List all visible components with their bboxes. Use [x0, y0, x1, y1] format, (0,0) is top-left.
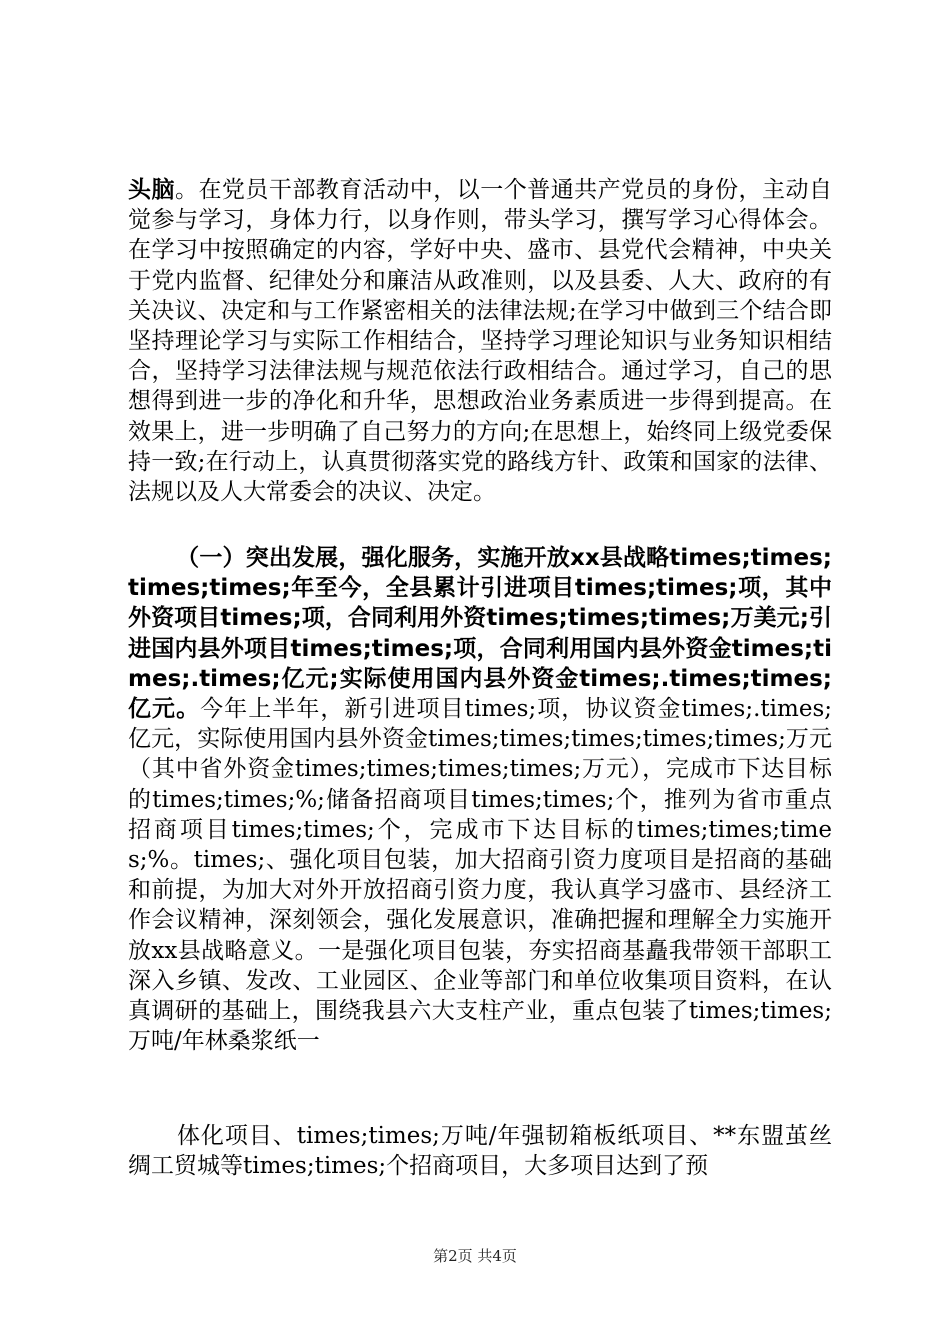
paragraph-2-heading: （一）突出发展，强化服务，实施开放xx县战略times;times;times;times;年至今，全县累计引进项目times;times;项，其中外资项目times;项，合同利用外资times;times;times;万美元;引进国内县外项目times;times;项，合同利用国内县外资金times;times;.times;亿元;实际使用国内县外资金times;.times;times;亿元。	[128, 545, 832, 723]
paragraph-2-body: 今年上半年，新引进项目times;项，协议资金times;.times;亿元，实际使用国内县外资金times;times;times;times;times;万元（其中省外资金times;times;times;times;万元），完成市下达目标的times;times;%;储备招商项目times;times;个，推列为省市重点招商项目times;times;个，完成市下达目标的times;times;times;%。times;、强化项目包装，加大招商引资力度项目是招商的基础和前提，为加大对外开放招商引资力度，我认真学习盛市、县经济工作会议精神，深刻领会，强化发展意识，准确把握和理解全力实施开放xx县战略意义。一是强化项目包装，夯实招商基矗我带领干部职工深入乡镇、发改、工业园区、企业等部门和单位收集项目资料，在认真调研的基础上，围绕我县六大支柱产业，重点包装了times;times;万吨/年林桑浆纸一	[128, 696, 832, 1055]
page-footer: 第2页 共4页	[433, 1247, 517, 1265]
paragraph-1-body: 。在党员干部教育活动中，以一个普通共产党员的身份，主动自觉参与学习，身体力行，以身作则，带头学习，撰写学习心得体会。在学习中按照确定的内容，学好中央、盛市、县党代会精神，中央关于党内监督、纪律处分和廉洁从政准则，以及县委、人大、政府的有关决议、决定和与工作紧密相关的法律法规;在学习中做到三个结合即坚持理论学习与实际工作相结合，坚持学习理论知识与业务知识相结合，坚持学习法律法规与规范依法行政相结合。通过学习，自己的思想得到进一步的净化和升华，思想政治业务素质进一步得到提高。在效果上，进一步明确了自己努力的方向;在思想上，始终同上级党委保持一致;在行动上，认真贯彻落实党的路线方针、政策和国家的法律、法规以及人大常委会的决议、决定。	[128, 177, 833, 506]
paragraph-1-lead: 头脑	[128, 177, 175, 203]
paragraph-1	[128, 175, 832, 507]
paragraph-3	[128, 1121, 832, 1181]
paragraph-2	[128, 543, 832, 1056]
paragraph-3-body: 体化项目、times;times;万吨/年强韧箱板纸项目、**东盟茧丝绸工贸城等times;times;个招商项目，大多项目达到了预	[128, 1123, 832, 1180]
